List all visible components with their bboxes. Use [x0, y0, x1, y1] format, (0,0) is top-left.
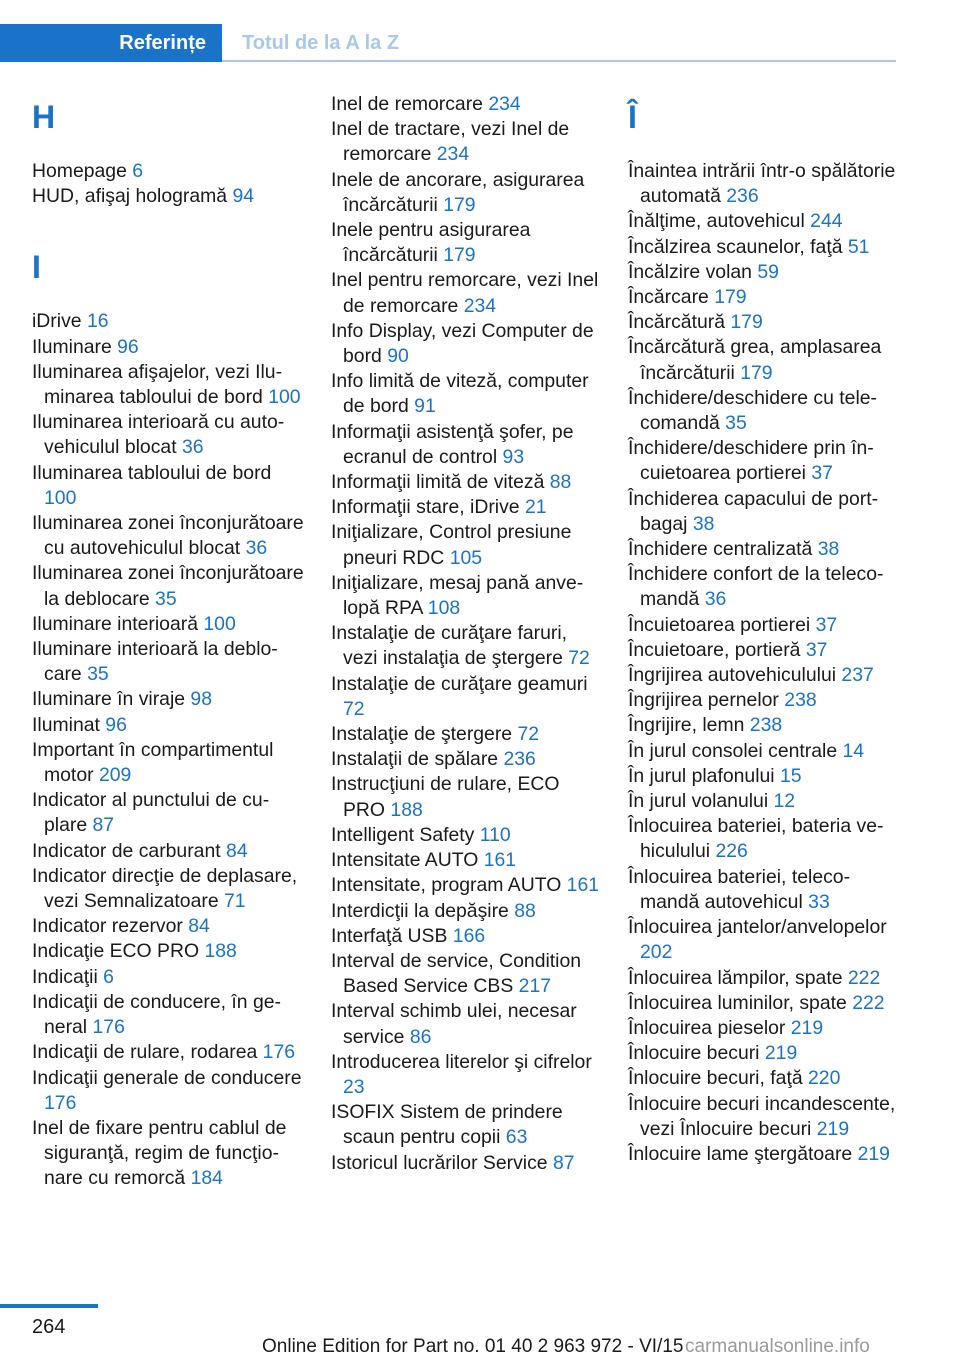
- entry-page-link[interactable]: 219: [790, 1016, 824, 1039]
- entry-text: Închidere centralizată: [628, 538, 818, 561]
- entry-text: Indicaţii generale de conducere: [32, 1066, 302, 1089]
- index-entry: [331, 722, 603, 747]
- entry-page-link[interactable]: 166: [452, 924, 486, 947]
- index-column-2: [331, 92, 603, 1176]
- index-entry: [331, 117, 603, 167]
- entry-page-link[interactable]: 176: [262, 1041, 296, 1064]
- entry-text: Interval schimb ulei, necesar service: [331, 1000, 577, 1048]
- entry-text: Înlocuire lame ştergătoare: [628, 1142, 858, 1165]
- entry-page-link[interactable]: 37: [805, 638, 828, 661]
- entry-page-link[interactable]: 238: [784, 689, 817, 712]
- entry-page-link[interactable]: 16: [86, 310, 109, 333]
- entry-page-link[interactable]: 179: [714, 286, 747, 309]
- entry-page-link[interactable]: 84: [226, 839, 248, 862]
- entry-text: Îngrijire, lemn: [628, 714, 750, 737]
- index-entry: [628, 562, 900, 612]
- index-entry: [628, 235, 900, 260]
- index-entry: [331, 999, 603, 1049]
- entry-page-link[interactable]: 90: [387, 345, 409, 368]
- entry-text: Important în compartimentul motor: [32, 738, 274, 787]
- entry-text: Iluminarea afişajelor, vezi Iluminarea tabloului de bord: [32, 360, 283, 409]
- index-entry: [32, 788, 304, 838]
- index-entry: [331, 899, 603, 924]
- index-entry: [32, 309, 304, 334]
- entry-text: Încuietoarea portierei: [628, 613, 816, 636]
- entry-text: Înlocuire becuri: [628, 1042, 765, 1065]
- entry-page-link[interactable]: 238: [749, 714, 783, 737]
- entry-page-link[interactable]: 236: [726, 185, 759, 208]
- entry-text: Inele de ancorare, asigurarea încărcăturii: [331, 168, 585, 216]
- index-entry: [32, 965, 304, 990]
- entry-page-link[interactable]: 226: [715, 840, 748, 863]
- entry-page-link[interactable]: 234: [463, 294, 497, 317]
- entry-page-link[interactable]: 36: [245, 537, 268, 560]
- entry-page-link[interactable]: 88: [514, 899, 536, 922]
- entry-page-link[interactable]: 71: [224, 890, 246, 913]
- entry-page-link[interactable]: 222: [847, 966, 881, 989]
- entry-page-link[interactable]: 6: [103, 965, 114, 988]
- index-entry: [331, 319, 603, 369]
- entry-page-link[interactable]: 72: [568, 647, 590, 670]
- entry-page-link[interactable]: 100: [268, 386, 301, 409]
- entry-page-link[interactable]: 100: [203, 612, 236, 635]
- index-entry: [32, 360, 304, 410]
- index-entry: [628, 991, 900, 1016]
- entry-text: Intensitate, program AUTO: [331, 874, 567, 897]
- index-entry: [628, 764, 900, 789]
- entry-page-link[interactable]: 219: [857, 1142, 890, 1165]
- index-entry: [32, 461, 304, 511]
- index-entry: [628, 1066, 900, 1091]
- entry-text: Înlocuirea jantelor/anvelopelor: [628, 916, 887, 939]
- entry-text: Înlocuire becuri incandescente, vezi Înlocuire becuri: [628, 1092, 896, 1140]
- index-entry: [628, 159, 900, 209]
- index-entry: [32, 612, 304, 637]
- index-entry: [32, 914, 304, 939]
- index-entry: [628, 436, 900, 486]
- entry-text: Indicator de carburant: [32, 839, 227, 862]
- entry-page-link[interactable]: 161: [483, 849, 517, 872]
- entry-page-link[interactable]: 35: [155, 587, 177, 610]
- index-entry: [331, 369, 603, 419]
- entry-page-link[interactable]: 110: [479, 823, 511, 846]
- index-entry: [331, 92, 603, 117]
- entry-page-link[interactable]: 179: [740, 361, 773, 384]
- edition-note: Online Edition for Part no. 01 40 2 963 972 - VI/15: [262, 1336, 684, 1357]
- entry-text: Închiderea capacului de portbagaj: [628, 487, 879, 535]
- entry-text: Indicator direcţie de deplasare, vezi Semnalizatoare: [32, 864, 298, 913]
- entry-page-link[interactable]: 36: [704, 588, 727, 611]
- index-entry: [628, 1016, 900, 1041]
- entry-text: Instalaţie de curăţare geamuri: [331, 672, 588, 695]
- entry-page-link[interactable]: 91: [414, 395, 436, 418]
- entry-page-link[interactable]: 88: [549, 471, 572, 494]
- index-entry: [331, 1151, 603, 1176]
- index-entry: [32, 687, 304, 712]
- entry-page-link[interactable]: 35: [87, 663, 109, 686]
- entry-page-link[interactable]: 63: [505, 1126, 528, 1149]
- index-entry: [331, 823, 603, 848]
- entry-text: Inel de fixare pentru cablul de siguranţă, regim de funcţionare cu remorcă: [32, 1116, 287, 1190]
- entry-text: Instalaţie de curăţare faruri, vezi instalaţia de ştergere: [331, 622, 569, 670]
- index-entry: [628, 638, 900, 663]
- entry-page-link[interactable]: 87: [92, 814, 115, 837]
- index-entry: [331, 268, 603, 318]
- entry-page-link[interactable]: 188: [390, 798, 423, 821]
- entry-page-link[interactable]: 105: [449, 546, 483, 569]
- entry-text: Iniţializare, Control presiune pneuri RDC: [331, 521, 572, 569]
- entry-page-link[interactable]: 222: [852, 991, 885, 1014]
- entry-page-link[interactable]: 161: [566, 874, 600, 897]
- entry-text: Încuietoare, portieră: [628, 638, 806, 661]
- index-entry: [331, 772, 603, 822]
- index-entry: [32, 1116, 304, 1192]
- watermark: carmanualsonline.info: [685, 1336, 870, 1357]
- entry-page-link[interactable]: 217: [518, 975, 552, 998]
- entry-text: Introducerea literelor şi cifrelor: [331, 1050, 592, 1073]
- entry-text: Intelligent Safety: [331, 823, 480, 846]
- index-entry: [628, 260, 900, 285]
- entry-text: Iluminarea zonei înconjurătoare la deblocare: [32, 562, 304, 610]
- entry-page-link[interactable]: 23: [343, 1075, 365, 1098]
- entry-text: Închidere confort de la telecomandă: [628, 563, 884, 611]
- index-entry: [628, 713, 900, 738]
- entry-text: iDrive: [32, 310, 87, 333]
- entry-text: Închidere/deschidere cu telecomandă: [628, 386, 878, 435]
- index-entry: [32, 1066, 304, 1116]
- entry-page-link[interactable]: 98: [190, 688, 212, 711]
- index-entry: [32, 839, 304, 864]
- index-entry: [628, 663, 900, 688]
- entry-page-link[interactable]: 93: [502, 445, 525, 468]
- section-gap: [32, 209, 304, 242]
- index-entry: [628, 739, 900, 764]
- index-letter-heading: I: [32, 249, 41, 286]
- entry-page-link[interactable]: 96: [117, 335, 139, 358]
- entry-page-link[interactable]: 179: [443, 193, 476, 216]
- entry-page-link[interactable]: 219: [764, 1042, 798, 1065]
- header-divider: [222, 60, 896, 62]
- entry-text: Înlocuirea bateriei, telecomandă autovehicul: [628, 865, 851, 913]
- entry-text: Indicaţii: [32, 965, 104, 988]
- entry-text: Informaţii stare, iDrive: [331, 496, 525, 519]
- index-entry: [32, 410, 304, 460]
- index-entry: [628, 285, 900, 310]
- entry-page-link[interactable]: 220: [808, 1067, 841, 1090]
- index-entry: [628, 688, 900, 713]
- entry-text: Iluminare: [32, 335, 118, 358]
- index-entry: [32, 511, 304, 561]
- entry-page-link[interactable]: 179: [730, 311, 763, 334]
- index-entry: [331, 924, 603, 949]
- entry-text: Iluminarea zonei înconjurătoare cu autovehiculul blocat: [32, 512, 304, 560]
- entry-text: Înlocuirea bateriei, bateria vehiculului: [628, 815, 884, 863]
- entry-text: Înlocuirea luminilor, spate: [628, 991, 853, 1014]
- index-entry: [331, 520, 603, 570]
- entry-page-link[interactable]: 6: [132, 160, 144, 182]
- entry-text: În jurul plafonului: [628, 764, 780, 787]
- entry-page-link[interactable]: 84: [188, 915, 210, 938]
- index-entry: [331, 747, 603, 772]
- entry-page-link[interactable]: 184: [190, 1167, 223, 1190]
- entry-page-link[interactable]: 202: [640, 941, 673, 964]
- page-number: 264: [32, 1316, 66, 1338]
- entry-text: Înlocuirea lămpilor, spate: [628, 966, 848, 989]
- entry-text: Închidere/deschidere prin încuietoarea portierei: [628, 437, 874, 485]
- entry-text: Încălzire volan: [628, 260, 758, 283]
- index-entry: [628, 613, 900, 638]
- index-entry: [32, 561, 304, 611]
- index-entry: [628, 310, 900, 335]
- entry-text: Înlocuirea pieselor: [628, 1016, 791, 1039]
- index-entry: [331, 1100, 603, 1150]
- index-entry: [331, 495, 603, 520]
- entry-text: Înlocuire becuri, faţă: [628, 1067, 808, 1090]
- entry-page-link[interactable]: 35: [725, 412, 747, 435]
- entry-text: Încălzirea scaunelor, faţă: [628, 235, 848, 258]
- entry-page-link[interactable]: 244: [810, 210, 843, 233]
- entry-text: Inel de remorcare: [331, 93, 489, 115]
- index-entry: [628, 814, 900, 864]
- entry-page-link[interactable]: 14: [842, 739, 865, 762]
- index-entry: [628, 537, 900, 562]
- index-entry: [32, 990, 304, 1040]
- index-entry: [331, 873, 603, 898]
- index-entry: [331, 420, 603, 470]
- entry-page-link[interactable]: 36: [181, 436, 204, 459]
- entry-page-link[interactable]: 38: [692, 512, 715, 535]
- index-letter-heading: Î: [628, 99, 637, 135]
- entry-text: În jurul consolei centrale: [628, 739, 843, 762]
- entry-text: Îngrijirea autovehiculului: [628, 664, 842, 687]
- index-entry: [331, 621, 603, 671]
- entry-page-link[interactable]: 72: [517, 723, 540, 746]
- entry-page-link[interactable]: 59: [757, 260, 779, 283]
- entry-page-link[interactable]: 236: [503, 748, 536, 771]
- index-entry: [32, 637, 304, 687]
- entry-page-link[interactable]: 87: [552, 1151, 575, 1174]
- entry-text: Încărcătură grea, amplasarea încărcăturii: [628, 336, 882, 384]
- entry-page-link[interactable]: 96: [105, 713, 127, 736]
- entry-text: Interfaţă USB: [331, 924, 453, 947]
- index-entry: [331, 1050, 603, 1100]
- entry-text: Inele pentru asigurarea încărcăturii: [331, 219, 531, 267]
- index-entry: [32, 1040, 304, 1065]
- entry-text: Informaţii asistenţă şofer, pe ecranul de control: [331, 420, 574, 468]
- tab-a-to-z[interactable]: Totul de la A la Z: [242, 32, 400, 54]
- entry-text: Istoricul lucrărilor Service: [331, 1151, 553, 1174]
- index-entry: [32, 713, 304, 738]
- entry-page-link[interactable]: 234: [436, 143, 470, 166]
- entry-page-link[interactable]: 94: [232, 185, 255, 208]
- entry-text: Înaintea intrării într-o spălătorie automată: [628, 160, 896, 208]
- entry-text: Intensitate AUTO: [331, 849, 484, 872]
- index-entry: [331, 168, 603, 218]
- entry-page-link[interactable]: 219: [816, 1117, 850, 1140]
- index-entry: [32, 184, 304, 209]
- entry-text: Indicaţii de conducere, în general: [32, 990, 282, 1039]
- index-entry: [628, 915, 900, 965]
- tab-references[interactable]: Referințe: [0, 24, 222, 62]
- entry-text: Indicaţii de rulare, rodarea: [32, 1041, 263, 1064]
- entry-text: Inel de tractare, vezi Inel de remorcare: [331, 118, 570, 166]
- index-letter-heading: H: [32, 99, 56, 135]
- entry-page-link[interactable]: 37: [811, 462, 833, 485]
- index-entry: [331, 672, 603, 722]
- entry-page-link[interactable]: 15: [780, 764, 802, 787]
- entry-page-link[interactable]: 176: [92, 1016, 125, 1039]
- index-entry: [628, 1092, 900, 1142]
- index-entry: [628, 865, 900, 915]
- entry-text: Iluminat: [32, 713, 106, 736]
- entry-text: Iluminare interioară: [32, 612, 204, 635]
- entry-text: Iluminare în viraje: [32, 688, 191, 711]
- index-entry: [32, 864, 304, 914]
- entry-text: Interdicţii la depăşire: [331, 899, 515, 922]
- entry-page-link[interactable]: 33: [808, 890, 830, 913]
- entry-page-link[interactable]: 72: [343, 697, 365, 720]
- entry-page-link[interactable]: 179: [443, 244, 476, 267]
- index-entry: [331, 571, 603, 621]
- index-entry: [628, 966, 900, 991]
- index-entry: [628, 487, 900, 537]
- index-entry: [32, 738, 304, 788]
- entry-page-link[interactable]: 51: [847, 235, 870, 258]
- entry-text: Indicator al punctului de cuplare: [32, 789, 270, 837]
- index-entry: [628, 1142, 900, 1167]
- entry-text: Iniţializare, mesaj pană anvelopă RPA: [331, 571, 584, 620]
- entry-text: Info limită de viteză, computer de bord: [331, 370, 589, 418]
- entry-text: Înălţime, autovehicul: [628, 210, 811, 233]
- entry-text: Interval de service, Condition Based Service CBS: [331, 949, 582, 998]
- index-entry: [32, 159, 304, 184]
- index-entry: [331, 949, 603, 999]
- index-entry: [331, 470, 603, 495]
- entry-text: Îngrijirea pernelor: [628, 689, 785, 712]
- entry-page-link[interactable]: 234: [488, 93, 521, 115]
- entry-page-link[interactable]: 21: [524, 496, 547, 519]
- entry-text: Iluminare interioară la deblocare: [32, 638, 278, 686]
- index-entry: [32, 939, 304, 964]
- entry-text: Inel pentru remorcare, vezi Inel de remorcare: [331, 269, 599, 317]
- entry-text: ISOFIX Sistem de prindere scaun pentru copii: [331, 1101, 563, 1149]
- entry-text: HUD, afişaj hologramă: [32, 185, 233, 208]
- index-entry: [628, 1041, 900, 1066]
- entry-text: Homepage: [32, 160, 133, 182]
- entry-text: Info Display, vezi Computer de bord: [331, 319, 594, 368]
- entry-text: Instalaţie de ştergere: [331, 723, 518, 746]
- entry-page-link[interactable]: 12: [773, 790, 796, 813]
- entry-page-link[interactable]: 37: [815, 613, 838, 636]
- entry-text: Încărcătură: [628, 311, 731, 334]
- entry-page-link[interactable]: 86: [409, 1025, 432, 1048]
- entry-text: Instrucţiuni de rulare, ECO PRO: [331, 773, 560, 821]
- entry-text: Indicator rezervor: [32, 915, 189, 938]
- index-entry: [331, 218, 603, 268]
- index-column-1: [32, 92, 304, 1192]
- index-entry: [628, 789, 900, 814]
- entry-page-link[interactable]: 209: [98, 764, 132, 787]
- entry-text: În jurul volanului: [628, 790, 774, 813]
- entry-text: Iluminarea interioară cu autovehiculul blocat: [32, 411, 285, 459]
- entry-text: Instalaţii de spălare: [331, 748, 504, 771]
- entry-page-link[interactable]: 108: [427, 597, 461, 620]
- entry-page-link[interactable]: 237: [841, 664, 874, 687]
- entry-page-link[interactable]: 100: [44, 486, 77, 509]
- header-bar: [0, 24, 896, 62]
- index-entry: [32, 335, 304, 360]
- index-column-3: [628, 92, 900, 1167]
- entry-page-link[interactable]: 176: [44, 1091, 77, 1114]
- entry-text: Informaţii limită de viteză: [331, 471, 550, 494]
- index-entry: [628, 335, 900, 385]
- index-entry: [331, 848, 603, 873]
- entry-page-link[interactable]: 38: [817, 538, 840, 561]
- index-entry: [628, 386, 900, 436]
- entry-text: Indicaţie ECO PRO: [32, 940, 205, 963]
- footer-accent-bar: [0, 1304, 98, 1308]
- entry-page-link[interactable]: 188: [204, 940, 237, 963]
- entry-text: Iluminarea tabloului de bord: [32, 461, 272, 484]
- entry-text: Încărcare: [628, 286, 715, 309]
- index-entry: [628, 209, 900, 234]
